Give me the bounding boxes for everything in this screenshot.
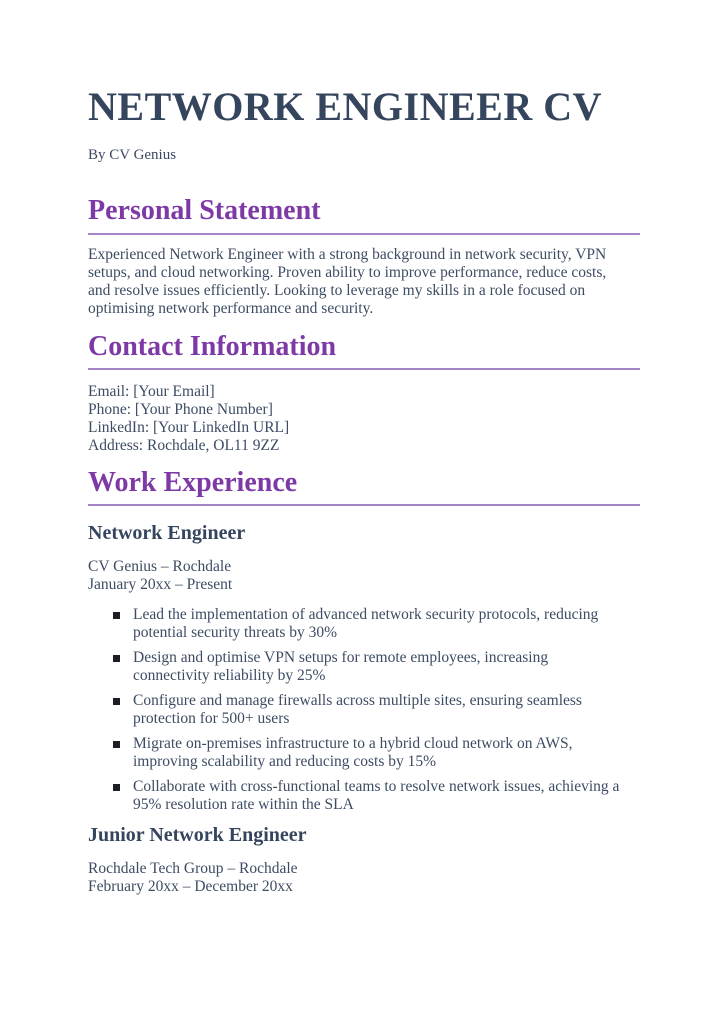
bullet-line: 95% resolution rate within the SLA [133, 796, 354, 813]
paragraph-line: Experienced Network Engineer with a strong background in network security, VPN [88, 246, 607, 263]
bullet-text [133, 735, 573, 771]
section-heading-work-experience: Work Experience [88, 467, 298, 498]
bullet-text [133, 692, 582, 728]
job-employer: CV Genius – Rochdale [88, 558, 232, 575]
personal-statement-paragraph [88, 246, 640, 318]
job-title: Junior Network Engineer [88, 824, 307, 846]
square-bullet-icon [113, 741, 120, 748]
bullet-line: improving scalability and reducing costs by 15% [133, 753, 437, 770]
section-rule [88, 368, 640, 370]
bullet-line: Migrate on-premises infrastructure to a hybrid cloud network on AWS, [133, 735, 573, 752]
bullet-text [133, 778, 619, 814]
bullet-text [133, 649, 548, 685]
job-meta [88, 558, 640, 594]
paragraph-line: and resolve issues efficiently. Looking to leverage my skills in a role focused on [88, 282, 586, 299]
bullet-item [113, 778, 640, 814]
bullet-line: connectivity reliability by 25% [133, 667, 326, 684]
contact-line-address: Address: Rochdale, OL11 9ZZ [88, 437, 280, 454]
square-bullet-icon [113, 655, 120, 662]
bullet-line: Configure and manage firewalls across multiple sites, ensuring seamless [133, 692, 582, 709]
byline: By CV Genius [88, 147, 177, 163]
job-title: Network Engineer [88, 522, 246, 544]
bullet-line: protection for 500+ users [133, 710, 290, 727]
section-heading-contact-information: Contact Information [88, 331, 337, 362]
square-bullet-icon [113, 784, 120, 791]
job-dates: January 20xx – Present [88, 576, 233, 593]
page-title: NETWORK ENGINEER CV [88, 84, 603, 129]
bullet-list [88, 606, 640, 814]
section-rule [88, 233, 640, 235]
square-bullet-icon [113, 612, 120, 619]
bullet-line: Design and optimise VPN setups for remote employees, increasing [133, 649, 549, 666]
bullet-item [113, 692, 640, 728]
section-contact-information [88, 332, 640, 455]
job-meta [88, 860, 640, 896]
bullet-text [133, 606, 598, 642]
bullet-line: potential security threats by 30% [133, 624, 338, 641]
paragraph-line: optimising network performance and security. [88, 300, 374, 317]
contact-lines [88, 383, 640, 455]
bullet-item [113, 735, 640, 771]
bullet-item [113, 606, 640, 642]
job-dates: February 20xx – December 20xx [88, 878, 293, 895]
contact-line-phone: Phone: [Your Phone Number] [88, 401, 273, 418]
contact-line-email: Email: [Your Email] [88, 383, 215, 400]
section-heading-personal-statement: Personal Statement [88, 195, 321, 226]
job-employer: Rochdale Tech Group – Rochdale [88, 860, 298, 877]
section-personal-statement [88, 196, 640, 318]
bullet-line: Lead the implementation of advanced network security protocols, reducing [133, 606, 599, 623]
bullet-line: Collaborate with cross-functional teams to resolve network issues, achieving a [133, 778, 620, 795]
contact-line-linkedin: LinkedIn: [Your LinkedIn URL] [88, 419, 290, 436]
bullet-item [113, 649, 640, 685]
section-rule [88, 504, 640, 506]
square-bullet-icon [113, 698, 120, 705]
paragraph-line: setups, and cloud networking. Proven ability to improve performance, reduce costs, [88, 264, 607, 281]
section-work-experience [88, 468, 640, 896]
